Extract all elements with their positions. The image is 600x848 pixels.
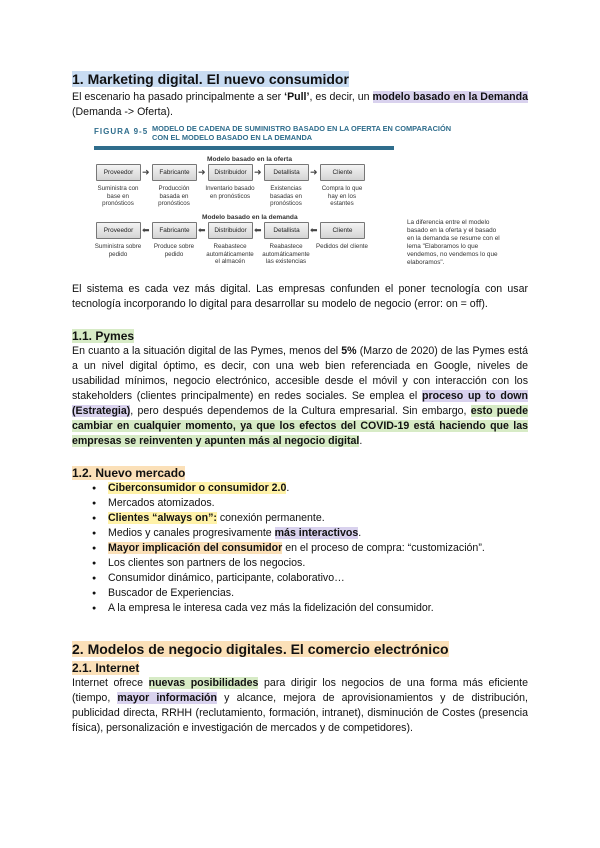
section-1-1-heading: 1.1. Pymes [72, 329, 135, 343]
bottom-box-detallista: Detallista [264, 222, 309, 239]
top-caption: Existencias basadas en pronósticos [270, 185, 302, 207]
arrow-icon: ➜ [198, 167, 206, 177]
top-box-fabricante: Fabricante [152, 164, 197, 181]
section-1-heading: 1. Marketing digital. El nuevo consumidor [72, 71, 349, 87]
bottom-box-cliente: Cliente [320, 222, 365, 239]
arrow-left-icon: ⬅ [198, 225, 206, 235]
top-model-title: Modelo basado en la oferta [207, 156, 293, 163]
top-caption: Compra lo que hay en los estantes [321, 185, 363, 207]
figure-side-note: La diferencia entre el modelo basado en la oferta y el basado en la demanda se resume con el lema "Elaboramos lo que vendemos, no vendemos lo que elaboramos". [407, 219, 500, 266]
figure-title: MODELO DE CADENA DE SUMINISTRO BASADO EN LA OFERTA EN COMPARACIÓN CON EL MODELO BASADO EN LA DEMANDA [152, 124, 452, 142]
bottom-caption: Produce sobre pedido [153, 243, 195, 258]
list-item: ● Mercados atomizados. [92, 496, 528, 511]
section-1-paragraph: El sistema es cada vez más digital. Las empresas confunden el poner tecnología con usar tecnología incorporando lo digital para desarrollar su modelo de negocio (error: on = off). [72, 283, 528, 310]
figure-number: FIGURA 9-5 [94, 127, 149, 136]
arrow-icon: ➜ [142, 167, 150, 177]
top-box-proveedor: Proveedor [96, 164, 141, 181]
section-2-1-heading: 2.1. Internet [72, 661, 140, 675]
top-box-distribuidor: Distribuidor [208, 164, 253, 181]
bottom-caption: Suministra sobre pedido [94, 243, 142, 258]
bottom-caption: Reabastece automáticamente el almacén [206, 243, 254, 265]
top-box-detallista: Detallista [264, 164, 309, 181]
list-item: ● Medios y canales progresivamente más interactivos. [92, 526, 528, 541]
arrow-left-icon: ⬅ [142, 225, 150, 235]
arrow-icon: ➜ [310, 167, 318, 177]
bottom-box-proveedor: Proveedor [96, 222, 141, 239]
list-item: ● A la empresa le interesa cada vez más la fidelización del consumidor. [92, 601, 528, 616]
figure-divider [94, 146, 394, 150]
list-item: ● Clientes “always on”: conexión permanente. [92, 511, 528, 526]
arrow-left-icon: ⬅ [254, 225, 262, 235]
list-item: ● Ciberconsumidor o consumidor 2.0. [92, 481, 528, 496]
top-box-cliente: Cliente [320, 164, 365, 181]
supply-chain-figure [72, 124, 528, 274]
section-2-heading: 2. Modelos de negocio digitales. El comercio electrónico [72, 641, 449, 657]
top-caption: Producción basada en pronósticos [158, 185, 190, 207]
bottom-caption: Pedidos del cliente [316, 243, 368, 250]
market-list [92, 481, 528, 616]
bottom-model-title: Modelo basado en la demanda [202, 214, 298, 221]
bottom-box-distribuidor: Distribuidor [208, 222, 253, 239]
section-2-1-paragraph: Internet ofrece nuevas posibilidades para dirigir los negocios de una forma más eficiente (tiempo, mayor información y alcance, mejora de aprovisionamientos y de distribución, publicidad directa, RRHH (reclutamiento, formación, intranet), disminución de Costes (presencia física), personalización e investigación de mercados y de competidores). [72, 677, 528, 734]
section-1-intro: El escenario ha pasado principalmente a ser ‘Pull’, es decir, un modelo basado en la Demanda (Demanda -> Oferta). [72, 91, 528, 118]
section-1-1-paragraph: En cuanto a la situación digital de las Pymes, menos del 5% (Marzo de 2020) de las Pymes está a un nivel digital óptimo, es decir, con una web bien referenciada en Google, niveles de usabilidad mínimos, negocio electrónico, accesible desde el móvil y con interacción con los stakeholders (clientes principalmente) en redes sociales. Se emplea el proceso up to down (Estrategia), pero después dependemos de la Cultura empresarial. Sin embargo, esto puede cambiar en cualquier momento, ya que los efectos del COVID-19 está haciendo que las empresas se reinventen y apunten más al negocio digital. [72, 345, 529, 447]
arrow-left-icon: ⬅ [310, 225, 318, 235]
bottom-caption: Reabastece automáticamente las existencias [262, 243, 310, 265]
top-caption: Suministra con base en pronósticos [97, 185, 139, 207]
document-page [72, 70, 528, 736]
section-1-2-heading: 1.2. Nuevo mercado [72, 466, 186, 480]
list-item: ● Consumidor dinámico, participante, colaborativo… [92, 571, 528, 586]
list-item: ● Los clientes son partners de los negocios. [92, 556, 528, 571]
list-item: ● Mayor implicación del consumidor en el proceso de compra: “customización”. [92, 541, 528, 556]
bottom-box-fabricante: Fabricante [152, 222, 197, 239]
list-item: ● Buscador de Experiencias. [92, 586, 528, 601]
top-caption: Inventario basado en pronósticos [205, 185, 255, 200]
arrow-icon: ➜ [254, 167, 262, 177]
